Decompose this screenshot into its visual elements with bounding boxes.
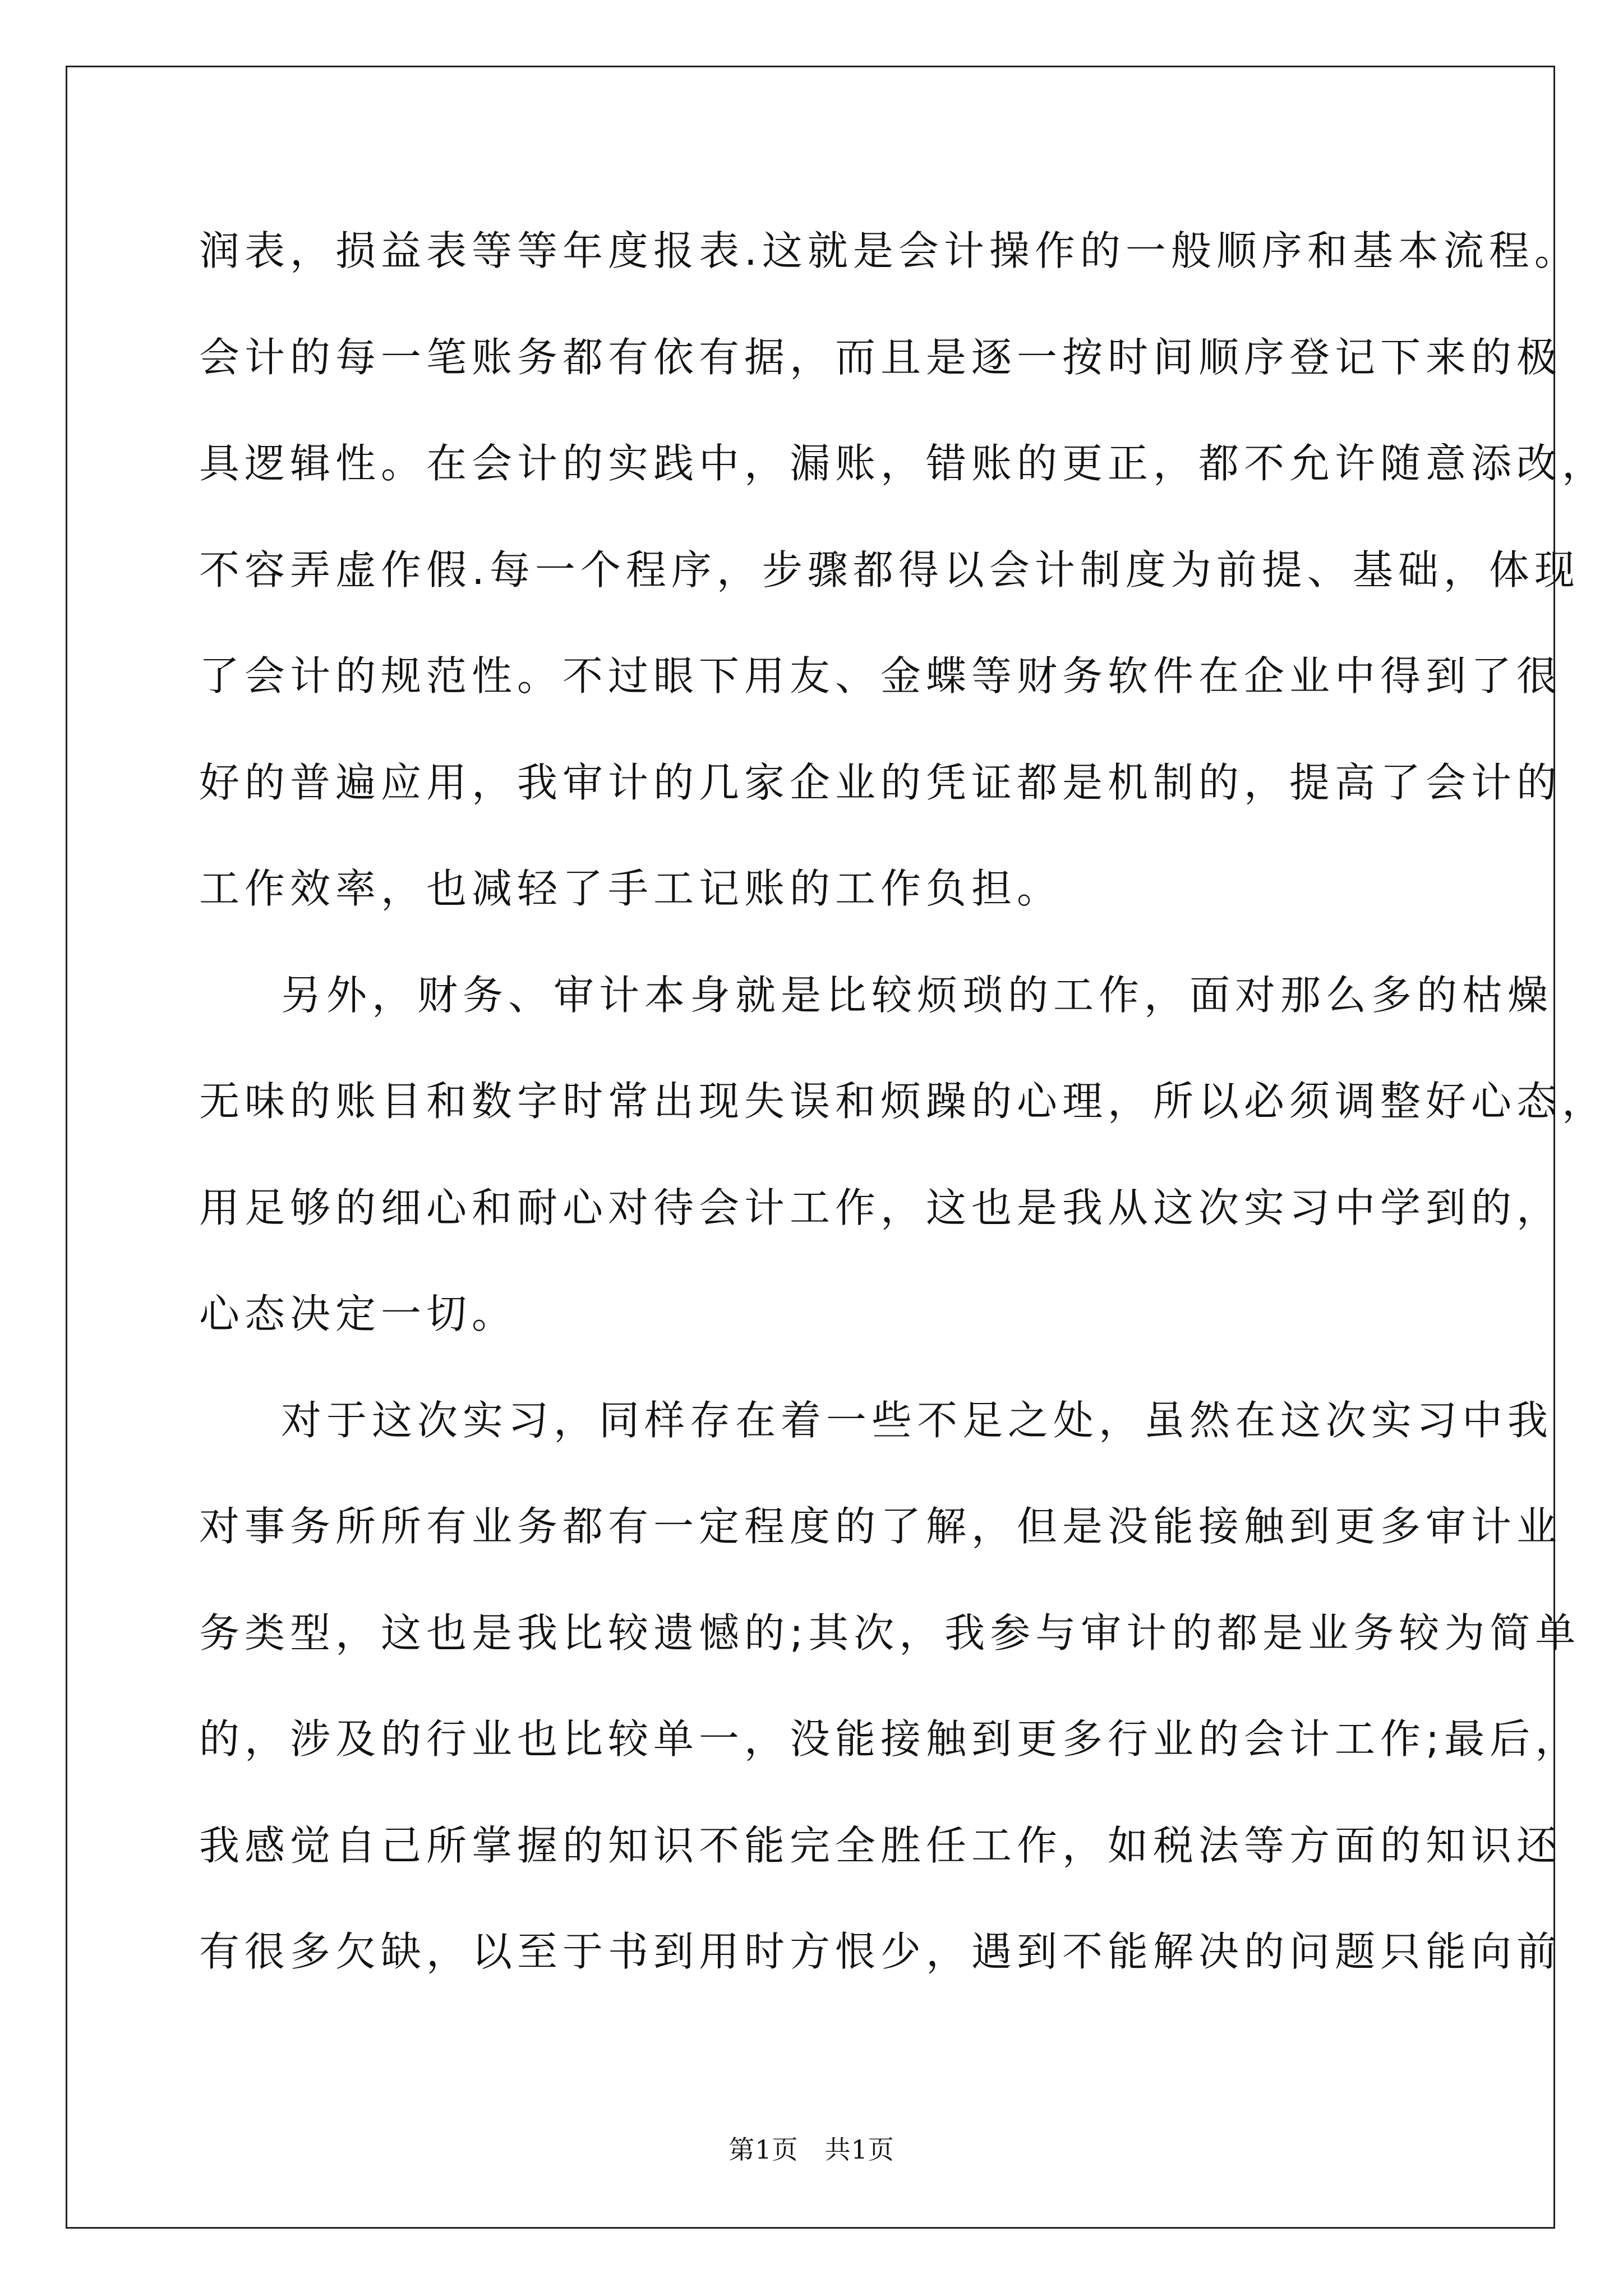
text-line: 工作效率，也减轻了手工记账的工作负担。 [199,865,1063,912]
text-line: 我感觉自己所掌握的知识不能完全胜任工作，如税法等方面的知识还 [199,1821,1562,1869]
paragraph-first-line: 另外，财务、审计本身就是比较烦琐的工作，面对那么多的枯燥 [281,971,1553,1019]
text-line: 的，涉及的行业也比较单一，没能接触到更多行业的会计工作;最后， [199,1715,1581,1763]
text-line: 务类型，这也是我比较遗憾的;其次，我参与审计的都是业务较为简单 [199,1609,1581,1657]
text-line: 有很多欠缺，以至于书到用时方恨少，遇到不能解决的问题只能向前 [199,1928,1562,1975]
text-line: 好的普遍应用，我审计的几家企业的凭证都是机制的，提高了会计的 [199,758,1562,806]
text-line: 具逻辑性。在会计的实践中，漏账，错账的更正，都不允许随意添改， [199,440,1608,487]
text-line: 了会计的规范性。不过眼下用友、金蝶等财务软件在企业中得到了很 [199,652,1562,700]
text-line: 不容弄虚作假.每一个程序，步骤都得以会计制度为前提、基础，体现 [199,546,1580,593]
text-line: 心态决定一切。 [199,1290,518,1337]
text-line: 无味的账目和数字时常出现失误和烦躁的心理，所以必须调整好心态， [199,1078,1608,1125]
text-line: 用足够的细心和耐心对待会计工作，这也是我从这次实习中学到的， [199,1184,1562,1231]
text-line: 会计的每一笔账务都有依有据，而且是逐一按时间顺序登记下来的极 [199,333,1562,381]
document-body [199,209,1608,2016]
text-line: 对事务所所有业务都有一定程度的了解，但是没能接触到更多审计业 [199,1503,1562,1550]
text-line: 润表，损益表等等年度报表.这就是会计操作的一般顺序和基本流程。 [199,227,1580,274]
page-number: 第1页 共1页 [728,2134,895,2165]
paragraph-first-line: 对于这次实习，同样存在着一些不足之处，虽然在这次实习中我 [281,1396,1553,1444]
